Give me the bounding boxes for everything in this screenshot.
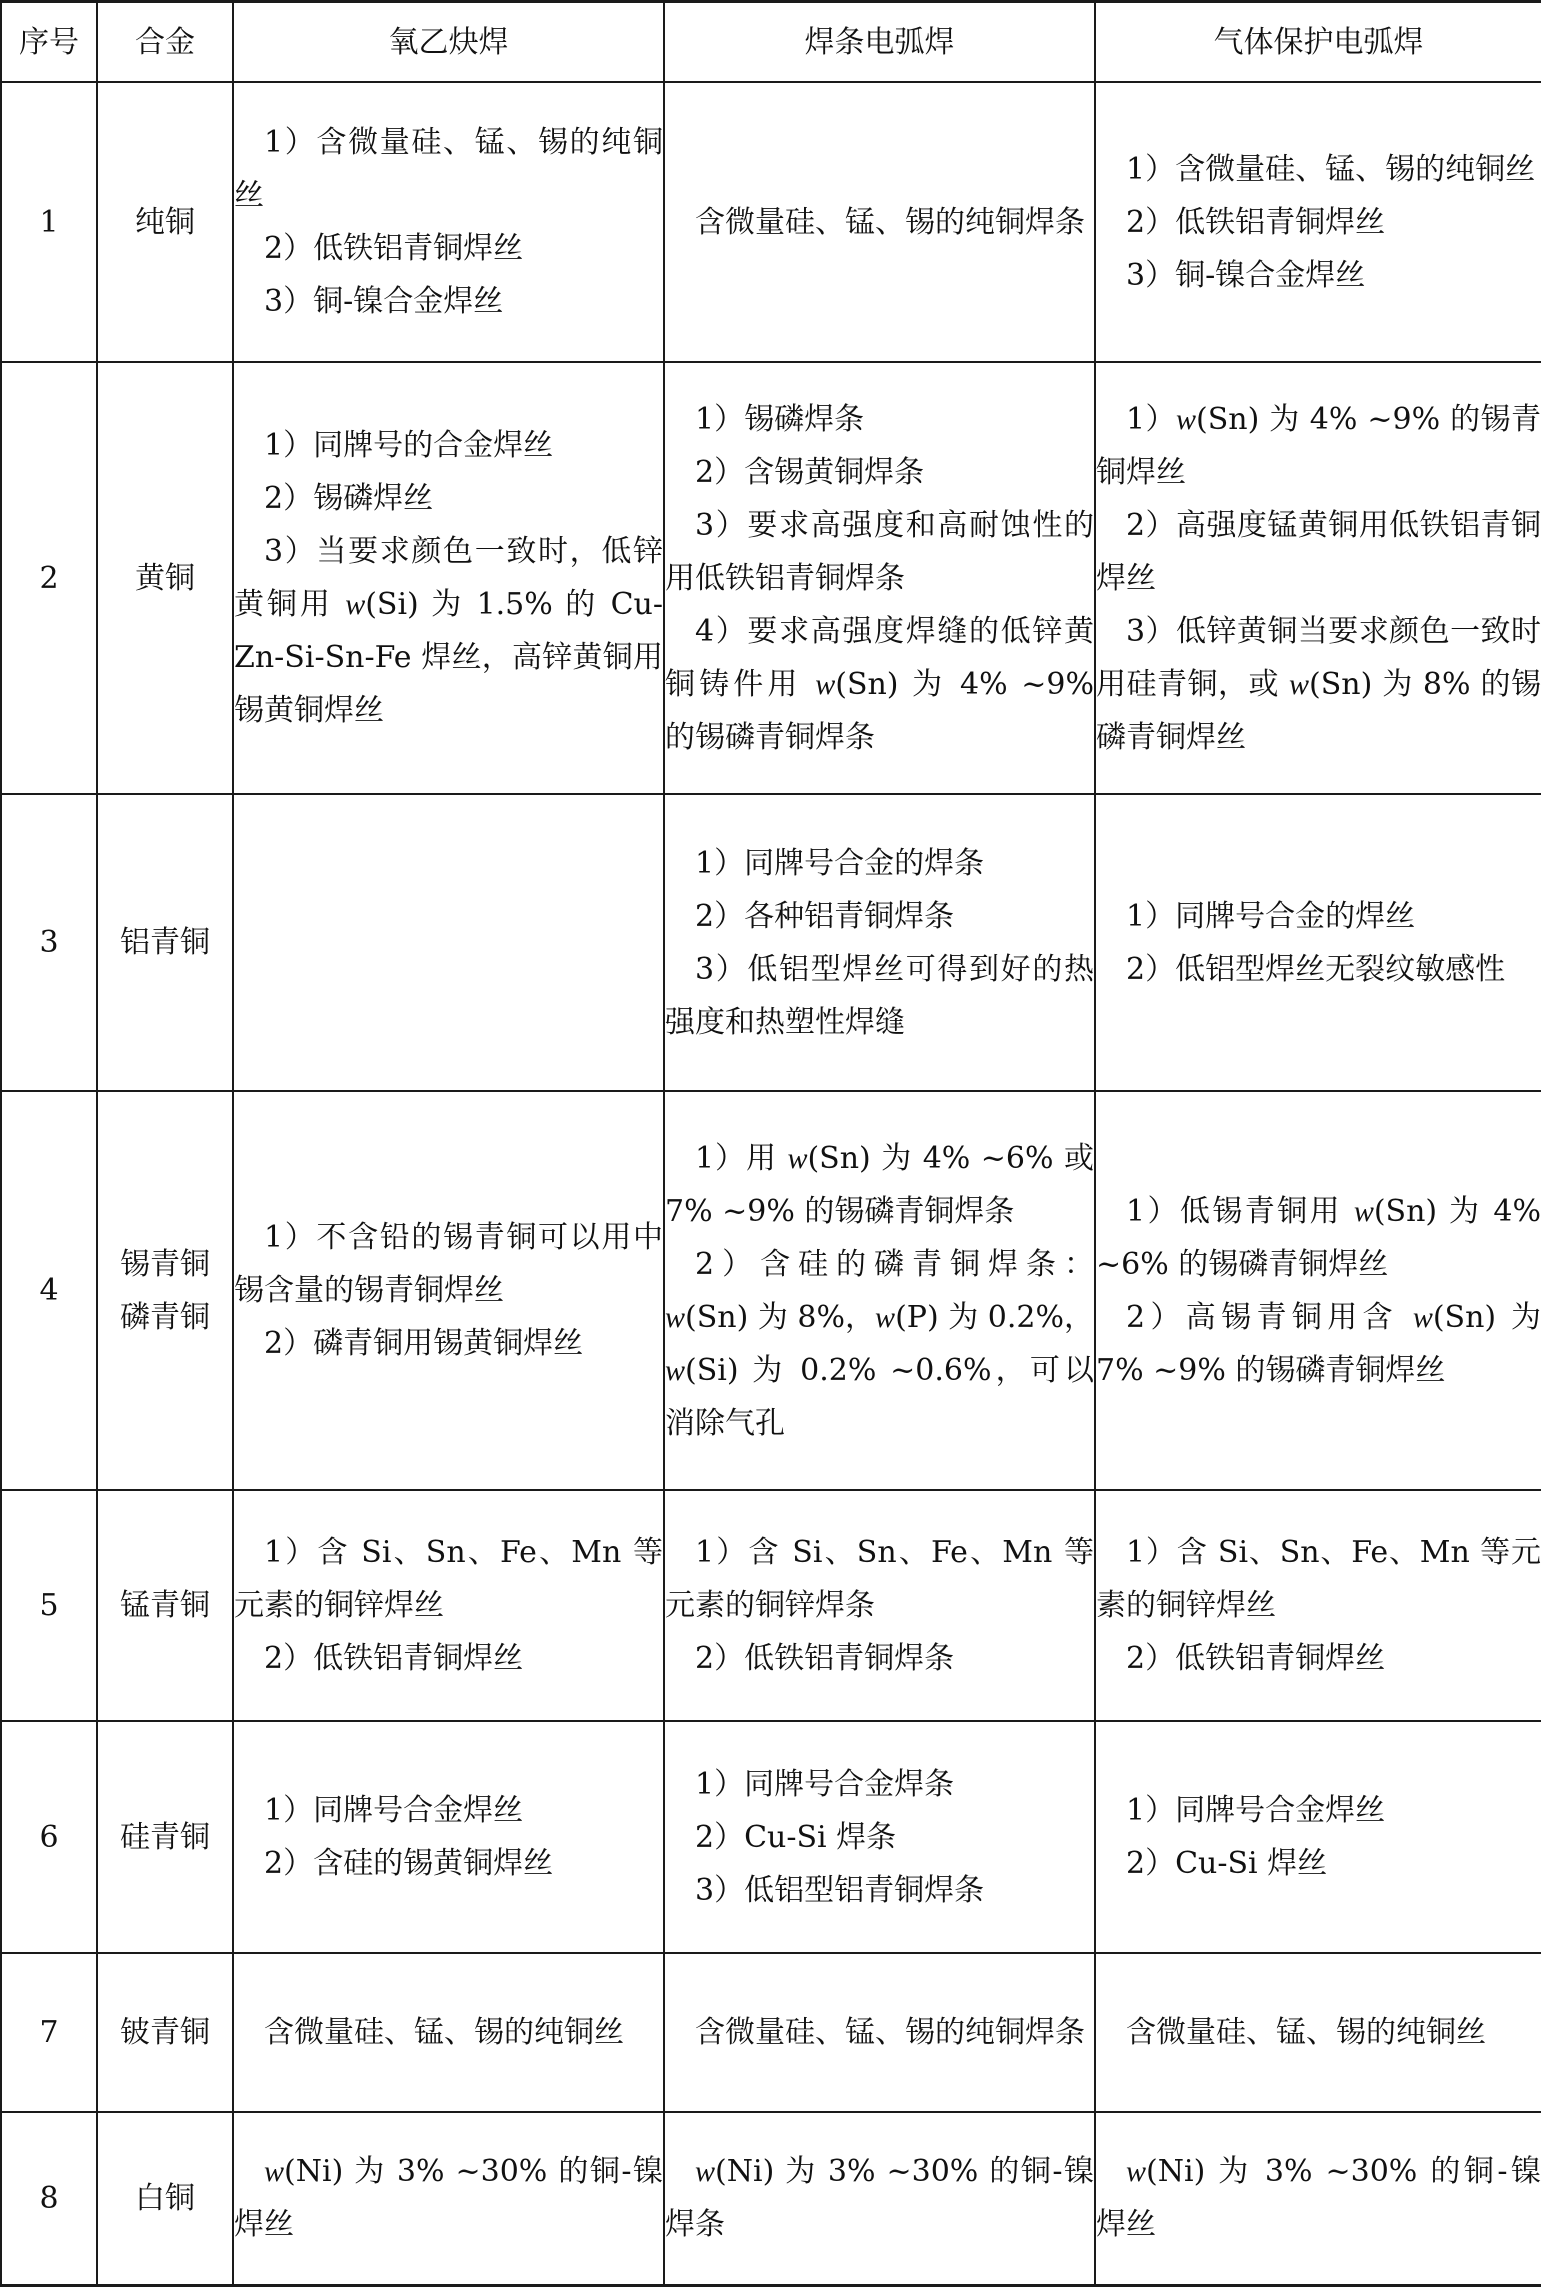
filler-item: 2）含锡黄铜焊条	[695, 454, 925, 490]
table-row	[1, 1091, 1541, 1490]
alloy-name: 黄铜	[135, 560, 195, 596]
oxyacetylene-filler-cell	[233, 1091, 664, 1490]
serial-number-cell: 8	[1, 2112, 97, 2285]
filler-item: 4）要求高强度焊缝的低锌黄铜铸件用 w(Sn) 为 4% ~9% 的锡磷青铜焊条	[665, 613, 1094, 755]
filler-item: 2）含硅的磷青铜焊条：w(Sn) 为 8%，w(P) 为 0.2%，w(Si) 为 0.2% ~0.6%，可以消除气孔	[665, 1246, 1094, 1441]
filler-item: 2）高锡青铜用含 w(Sn) 为 7% ~9% 的锡磷青铜焊丝	[1096, 1299, 1541, 1388]
filler-item: 1）同牌号合金的焊丝	[1126, 898, 1416, 934]
gas-shielded-filler-cell	[1095, 2112, 1541, 2285]
filler-item: w(Ni) 为 3% ~30% 的铜-镍焊条	[665, 2154, 1094, 2243]
filler-item: 1）同牌号的合金焊丝	[264, 428, 554, 463]
filler-item: 1）用 w(Sn) 为 4% ~6% 或 7% ~9% 的锡磷青铜焊条	[665, 1140, 1094, 1229]
filler-item: 2）低铁铝青铜焊条	[695, 1641, 955, 1676]
filler-item: 2）Cu-Si 焊条	[695, 1819, 897, 1855]
filler-item: 2）低铁铝青铜焊丝	[264, 231, 524, 266]
filler-item: 1）同牌号合金焊条	[695, 1766, 955, 1802]
serial-number-cell: 2	[1, 362, 97, 794]
electrode-arc-filler-cell	[664, 1091, 1095, 1490]
oxyacetylene-filler-cell	[233, 1490, 664, 1721]
table-row	[1, 1490, 1541, 1721]
filler-item: 1）含 Si、Sn、Fe、Mn 等元素的铜锌焊丝	[234, 1535, 663, 1623]
alloy-cell	[97, 1091, 233, 1490]
electrode-arc-filler-cell	[664, 2112, 1095, 2285]
electrode-arc-filler-cell	[664, 362, 1095, 794]
oxyacetylene-filler-cell	[233, 794, 664, 1091]
filler-item: 2）低铁铝青铜焊丝	[1126, 204, 1386, 240]
filler-item: 3）要求高强度和高耐蚀性的用低铁铝青铜焊条	[665, 507, 1094, 596]
filler-item: 3）铜-镍合金焊丝	[264, 284, 504, 319]
oxyacetylene-filler-cell	[233, 1953, 664, 2112]
table-row	[1, 1953, 1541, 2112]
gas-shielded-filler-cell	[1095, 362, 1541, 794]
filler-item: 1）同牌号合金的焊条	[695, 845, 985, 881]
oxyacetylene-filler-cell	[233, 2112, 664, 2285]
filler-item: 含微量硅、锰、锡的纯铜焊条	[695, 204, 1085, 240]
table-row	[1, 82, 1541, 362]
alloy-cell	[97, 1953, 233, 2112]
table-row	[1, 2112, 1541, 2285]
serial-number-cell: 4	[1, 1091, 97, 1490]
alloy-name: 锡青铜	[120, 1246, 210, 1282]
gas-shielded-filler-cell	[1095, 82, 1541, 362]
serial-number-cell: 1	[1, 82, 97, 362]
filler-item: 2）磷青铜用锡黄铜焊丝	[264, 1326, 584, 1361]
filler-item: 1）锡磷焊条	[695, 401, 865, 437]
filler-item: 2）含硅的锡黄铜焊丝	[264, 1846, 554, 1881]
alloy-cell	[97, 1721, 233, 1953]
alloy-name: 磷青铜	[120, 1299, 210, 1335]
serial-number-cell: 3	[1, 794, 97, 1091]
alloy-cell	[97, 2112, 233, 2285]
serial-number-cell: 7	[1, 1953, 97, 2112]
oxyacetylene-filler-cell	[233, 82, 664, 362]
electrode-arc-filler-cell	[664, 1490, 1095, 1721]
alloy-cell	[97, 82, 233, 362]
filler-item: 1）含微量硅、锰、锡的纯铜丝	[234, 125, 663, 213]
electrode-arc-filler-cell	[664, 1953, 1095, 2112]
alloy-cell	[97, 362, 233, 794]
table-row	[1, 794, 1541, 1091]
filler-item: 3）低锌黄铜当要求颜色一致时用硅青铜，或 w(Sn) 为 8% 的锡磷青铜焊丝	[1096, 613, 1541, 755]
alloy-name: 硅青铜	[120, 1819, 210, 1855]
header-row	[1, 2, 1541, 83]
alloy-name: 白铜	[135, 2180, 195, 2216]
header-alloy: 合金	[97, 2, 233, 83]
alloy-name: 纯铜	[135, 204, 195, 240]
electrode-arc-filler-cell	[664, 794, 1095, 1091]
filler-item: 1）不含铅的锡青铜可以用中锡含量的锡青铜焊丝	[234, 1220, 663, 1308]
electrode-arc-filler-cell	[664, 82, 1095, 362]
filler-item: 3）铜-镍合金焊丝	[1126, 257, 1366, 293]
alloy-name: 锰青铜	[120, 1588, 210, 1623]
header-serial-number: 序号	[1, 2, 97, 83]
gas-shielded-filler-cell	[1095, 1490, 1541, 1721]
filler-item: 3）当要求颜色一致时，低锌黄铜用 w(Si) 为 1.5% 的 Cu-Zn-Si-Sn-Fe 焊丝，高锌黄铜用锡黄铜焊丝	[234, 534, 663, 728]
filler-item: 1）低锡青铜用 w(Sn) 为 4% ~6% 的锡磷青铜焊丝	[1096, 1193, 1541, 1282]
oxyacetylene-filler-cell	[233, 362, 664, 794]
filler-item: 1）含 Si、Sn、Fe、Mn 等元素的铜锌焊条	[665, 1535, 1094, 1623]
table-row	[1, 362, 1541, 794]
filler-item: 含微量硅、锰、锡的纯铜丝	[264, 2015, 624, 2050]
table-row	[1, 1721, 1541, 1953]
filler-item: 2）低铁铝青铜焊丝	[264, 1641, 524, 1676]
filler-item: 1）同牌号合金焊丝	[1126, 1793, 1386, 1828]
alloy-cell	[97, 794, 233, 1091]
filler-item: 2）高强度锰黄铜用低铁铝青铜焊丝	[1096, 507, 1541, 596]
filler-item: 3）低铝型铝青铜焊条	[695, 1872, 985, 1908]
header-oxyacetylene-welding: 氧乙炔焊	[233, 2, 664, 83]
gas-shielded-filler-cell	[1095, 1091, 1541, 1490]
filler-item: w(Ni) 为 3% ~30% 的铜-镍焊丝	[1096, 2154, 1541, 2243]
filler-item: 2）低铁铝青铜焊丝	[1126, 1641, 1386, 1676]
filler-item: 1）同牌号合金焊丝	[264, 1793, 524, 1828]
filler-item: 1）含微量硅、锰、锡的纯铜丝	[1126, 151, 1536, 187]
filler-item: 3）低铝型焊丝可得到好的热强度和热塑性焊缝	[665, 951, 1094, 1040]
filler-item: 含微量硅、锰、锡的纯铜焊条	[695, 2015, 1085, 2050]
alloy-cell	[97, 1490, 233, 1721]
header-gas-shielded-arc-welding: 气体保护电弧焊	[1095, 2, 1541, 83]
filler-item: 1）w(Sn) 为 4% ~9% 的锡青铜焊丝	[1096, 401, 1541, 490]
filler-item: 含微量硅、锰、锡的纯铜丝	[1126, 2015, 1486, 2050]
filler-item: w(Ni) 为 3% ~30% 的铜-镍焊丝	[234, 2154, 663, 2243]
alloy-name: 铝青铜	[120, 925, 210, 960]
oxyacetylene-filler-cell	[233, 1721, 664, 1953]
filler-item: 2）锡磷焊丝	[264, 481, 434, 516]
electrode-arc-filler-cell	[664, 1721, 1095, 1953]
table-body	[1, 82, 1541, 2285]
gas-shielded-filler-cell	[1095, 794, 1541, 1091]
filler-item: 2）Cu-Si 焊丝	[1126, 1846, 1328, 1881]
header-shielded-metal-arc-welding: 焊条电弧焊	[664, 2, 1095, 83]
gas-shielded-filler-cell	[1095, 1953, 1541, 2112]
filler-item: 1）含 Si、Sn、Fe、Mn 等元素的铜锌焊丝	[1096, 1535, 1541, 1623]
alloy-name: 铍青铜	[120, 2015, 210, 2050]
filler-item: 2）低铝型焊丝无裂纹敏感性	[1126, 951, 1506, 987]
serial-number-cell: 5	[1, 1490, 97, 1721]
filler-item: 2）各种铝青铜焊条	[695, 898, 955, 934]
serial-number-cell: 6	[1, 1721, 97, 1953]
gas-shielded-filler-cell	[1095, 1721, 1541, 1953]
